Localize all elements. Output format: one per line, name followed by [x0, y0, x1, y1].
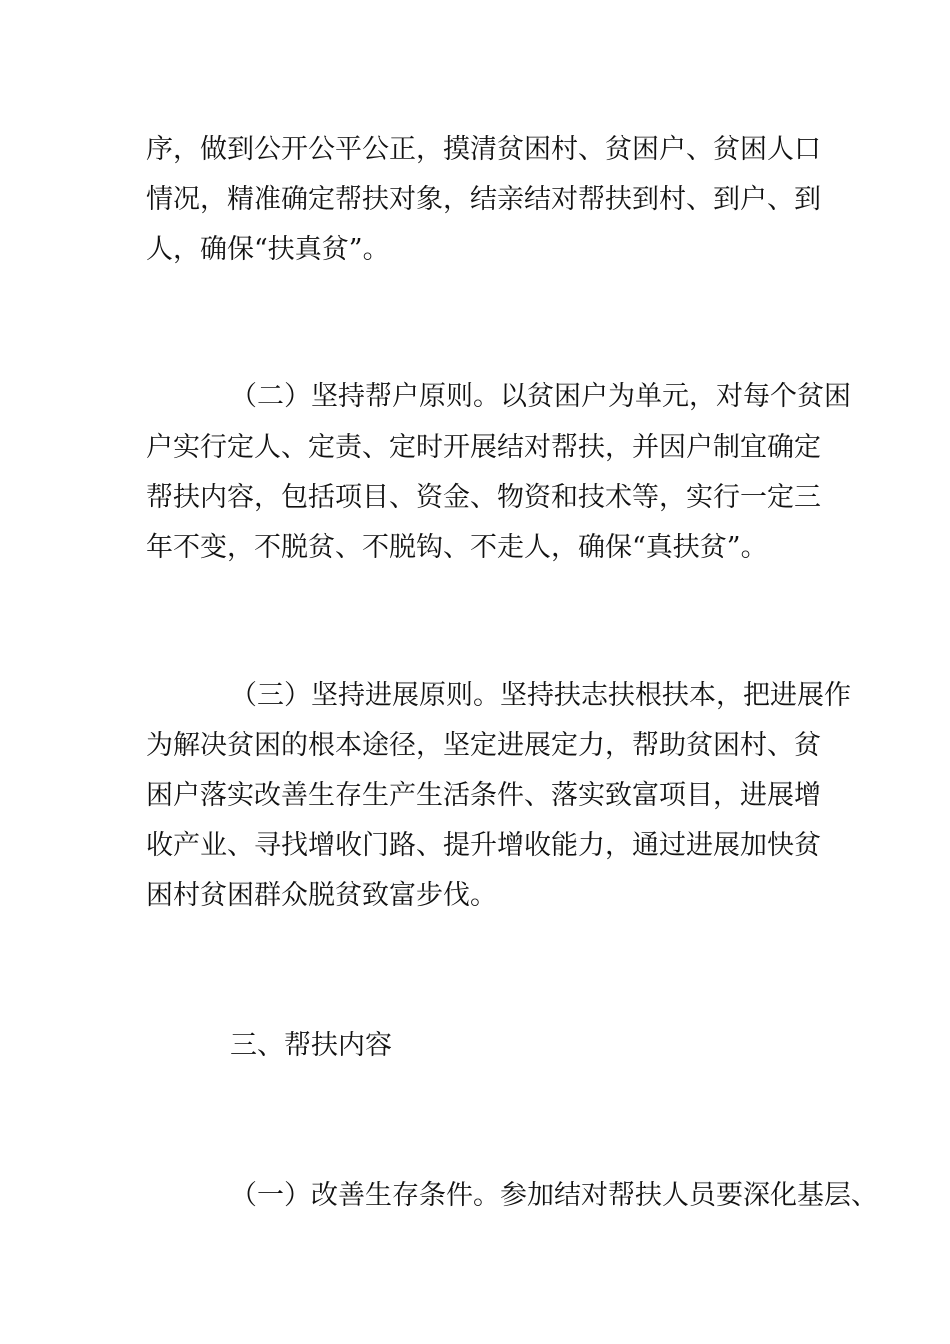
paragraph-3-line-5: 困村贫困群众脱贫致富步伐。	[146, 880, 497, 911]
paragraph-2-line-3: 帮扶内容，包括项目、资金、物资和技术等，实行一定三	[146, 482, 821, 513]
paragraph-2-line-2: 户实行定人、定责、定时开展结对帮扶，并因户制宜确定	[146, 432, 821, 463]
paragraph-1-line-3: 人，确保“扶真贫”。	[146, 234, 390, 265]
paragraph-5-line-1: （一）改善生存条件。参加结对帮扶人员要深化基层、	[230, 1180, 878, 1211]
paragraph-2-line-1: （二）坚持帮户原则。以贫困户为单元，对每个贫困	[230, 381, 851, 412]
paragraph-3-line-3: 困户落实改善生存生产生活条件、落实致富项目，进展增	[146, 780, 821, 811]
section-heading: 三、帮扶内容	[230, 1030, 392, 1061]
paragraph-3-line-2: 为解决贫困的根本途径，坚定进展定力，帮助贫困村、贫	[146, 730, 821, 761]
paragraph-3-line-1: （三）坚持进展原则。坚持扶志扶根扶本，把进展作	[230, 680, 851, 711]
paragraph-1-line-2: 情况，精准确定帮扶对象，结亲结对帮扶到村、到户、到	[146, 184, 821, 215]
paragraph-2-line-4: 年不变，不脱贫、不脱钩、不走人，确保“真扶贫”。	[146, 532, 768, 563]
paragraph-3-line-4: 收产业、寻找增收门路、提升增收能力，通过进展加快贫	[146, 830, 821, 861]
paragraph-1-line-1: 序，做到公开公平公正，摸清贫困村、贫困户、贫困人口	[146, 134, 821, 165]
